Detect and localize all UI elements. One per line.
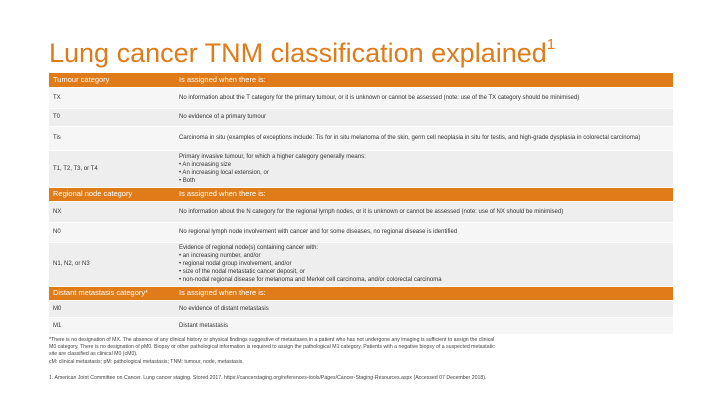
category-cell: T0 (49, 108, 175, 126)
category-cell: M1 (49, 317, 175, 334)
table-row (49, 317, 673, 334)
table-row (49, 201, 673, 222)
metastasis-assigned-header: Is assigned when there is: (175, 286, 673, 300)
category-cell: M0 (49, 300, 175, 317)
node-assigned-header: Is assigned when there is: (175, 187, 673, 201)
description-cell: No information about the N category for the regional lymph nodes, or it is unknown or cannot be assessed (note: use of NX should be minimised) (175, 201, 673, 222)
category-cell: TX (49, 87, 175, 108)
tumour-assigned-header: Is assigned when there is: (175, 73, 673, 87)
footnote-line: M0 category. There is no designation of pM0. Biopsy or other pathological information is required to assign the pathological M1 category. Patients with a negative biopsy of a suspected metastatic (49, 344, 495, 351)
footnote (49, 337, 673, 366)
category-cell: N1, N2, or N3 (49, 242, 175, 286)
node-header-row (49, 187, 673, 201)
description-line: Primary invasive tumour, for which a higher category generally means: (179, 153, 366, 160)
description-cell: Carcinoma in situ (examples of exceptions include: Tis for in situ melanoma of the skin, germ cell neoplasia in situ for testis, and high-grade dysplasia in colorectal carcinoma) (175, 126, 673, 150)
description-cell: No evidence of distant metastasis (175, 300, 673, 317)
description-cell: Distant metastasis (175, 317, 673, 334)
description-line: • An increasing size (179, 161, 232, 168)
tnm-table (49, 73, 673, 335)
tumour-category-header: Tumour category (49, 73, 175, 87)
description-line: • An increasing local extension, or (179, 169, 269, 176)
description-line: • non-nodal regional disease for melanoma and Merkel cell carcinoma, and/or colorectal carcinoma (179, 277, 442, 283)
table-row (49, 242, 673, 286)
table-row (49, 126, 673, 150)
footnote-line: site are classified as clinical M0 (cM0). (49, 351, 138, 358)
metastasis-category-header: Distant metastasis category* (49, 286, 175, 300)
description-cell (175, 150, 673, 187)
table-row (49, 87, 673, 108)
footnote-line: *There is no designation of MX. The absence of any clinical history or physical findings suggestive of metastases in a patient who has not undergone any imaging is sufficient to assign the clinical (49, 337, 495, 343)
description-cell (175, 242, 673, 286)
tumour-header-row (49, 73, 673, 87)
title-footnote-marker: 1 (546, 36, 556, 53)
table-row (49, 150, 673, 187)
table-row (49, 300, 673, 317)
description-line: • an increasing number, and/or (179, 253, 261, 259)
footnote-line: cM: clinical metastasis; pM: pathological metastasis; TNM: tumour, node, metastasis. (49, 358, 244, 365)
category-cell: Tis (49, 126, 175, 150)
description-cell: No information about the T category for the primary tumour, or it is unknown or cannot be assessed (note: use of the TX category should be minimised) (175, 87, 673, 108)
description-cell: No regional lymph node involvement with cancer and for some diseases, no regional disease is identified (175, 222, 673, 242)
description-line: • regional nodal group involvement, and/or (179, 261, 292, 267)
category-cell: T1, T2, T3, or T4 (49, 150, 175, 187)
table-row (49, 222, 673, 242)
table-row (49, 108, 673, 126)
description-line: • size of the nodal metastatic cancer deposit, or (179, 269, 305, 275)
category-cell: N0 (49, 222, 175, 242)
description-line: Evidence of regional node(s) containing cancer with: (179, 245, 319, 251)
description-cell: No evidence of a primary tumour (175, 108, 673, 126)
category-cell: NX (49, 201, 175, 222)
reference: 1. American Joint Committee on Cancer. Lung cancer staging. Stored 2017. https://cancerstaging.org/references-tools/Pages/Cancer-Staging-Resources.aspx (Accessed 07 December 2018). (49, 375, 487, 381)
node-category-header: Regional node category (49, 187, 175, 201)
description-line: • Both (179, 177, 196, 184)
page-title: Lung cancer TNM classification explained$^1$ (49, 36, 556, 68)
metastasis-header-row (49, 286, 673, 300)
